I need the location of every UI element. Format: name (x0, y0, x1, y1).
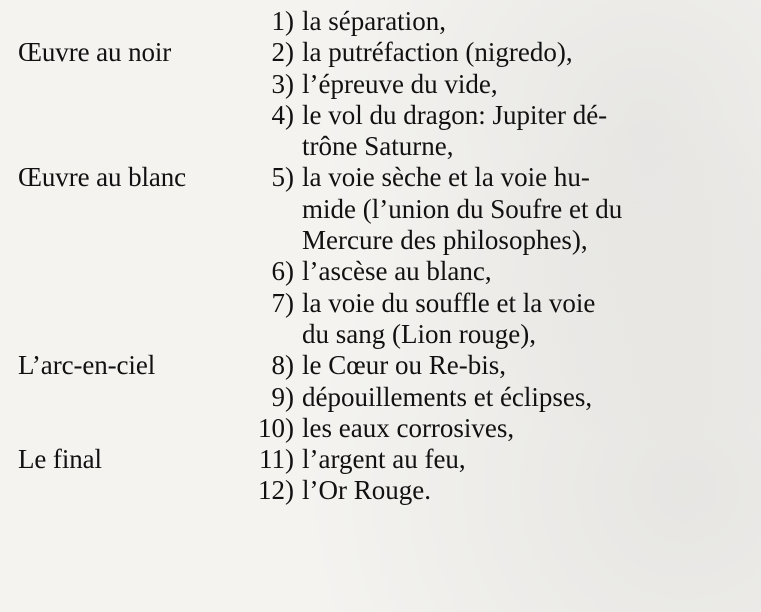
list-line (0, 350, 761, 381)
item-number: 10) (258, 412, 294, 443)
item-text: le Cœur ou Re-bis, (302, 350, 506, 381)
item-text: l’épreuve du vide, (302, 68, 498, 99)
item-text: la voie sèche et la voie hu- (302, 162, 590, 193)
item-number: 9) (271, 381, 294, 412)
list-line (0, 100, 761, 131)
section-label: Œuvre au noir (18, 37, 172, 68)
item-number: 8) (271, 350, 294, 381)
list-line (0, 475, 761, 506)
item-text: les eaux corrosives, (302, 412, 515, 443)
item-text: dépouillements et éclipses, (302, 381, 593, 412)
item-text: la putréfaction (nigredo), (302, 37, 573, 68)
list-line (0, 256, 761, 287)
item-text: l’Or Rouge. (302, 475, 431, 506)
list-line (0, 6, 761, 37)
item-number: 1) (271, 6, 294, 36)
section-label: Œuvre au blanc (18, 162, 187, 193)
item-number: 6) (271, 256, 294, 287)
item-number: 11) (259, 444, 294, 475)
item-text: trône Saturne, (302, 131, 454, 162)
section-label: L’arc-en-ciel (18, 350, 156, 381)
item-text: l’ascèse au blanc, (302, 256, 492, 287)
list-line (0, 69, 761, 100)
item-text: Mercure des philosophes), (302, 225, 588, 256)
item-text: la séparation, (302, 6, 446, 36)
list-line (0, 37, 761, 68)
item-number: 4) (271, 99, 294, 130)
item-text: du sang (Lion rouge), (302, 318, 536, 349)
list-line (0, 319, 761, 350)
item-number: 7) (271, 287, 294, 318)
item-number: 3) (271, 68, 294, 99)
item-number: 12) (258, 475, 294, 506)
item-text: le vol du dragon: Jupiter dé- (302, 99, 608, 130)
list-line (0, 382, 761, 413)
item-text: la voie du souffle et la voie (302, 287, 596, 318)
item-number: 5) (271, 162, 294, 193)
list-line (0, 194, 761, 225)
alchemy-stages-list (0, 6, 761, 507)
list-line (0, 225, 761, 256)
list-line (0, 413, 761, 444)
list-line (0, 444, 761, 475)
section-label: Le final (18, 444, 102, 475)
list-line (0, 131, 761, 162)
item-number: 2) (271, 37, 294, 68)
item-text: l’argent au feu, (302, 444, 466, 475)
list-line (0, 162, 761, 193)
list-line (0, 288, 761, 319)
item-text: mide (l’union du Soufre et du (302, 193, 623, 224)
